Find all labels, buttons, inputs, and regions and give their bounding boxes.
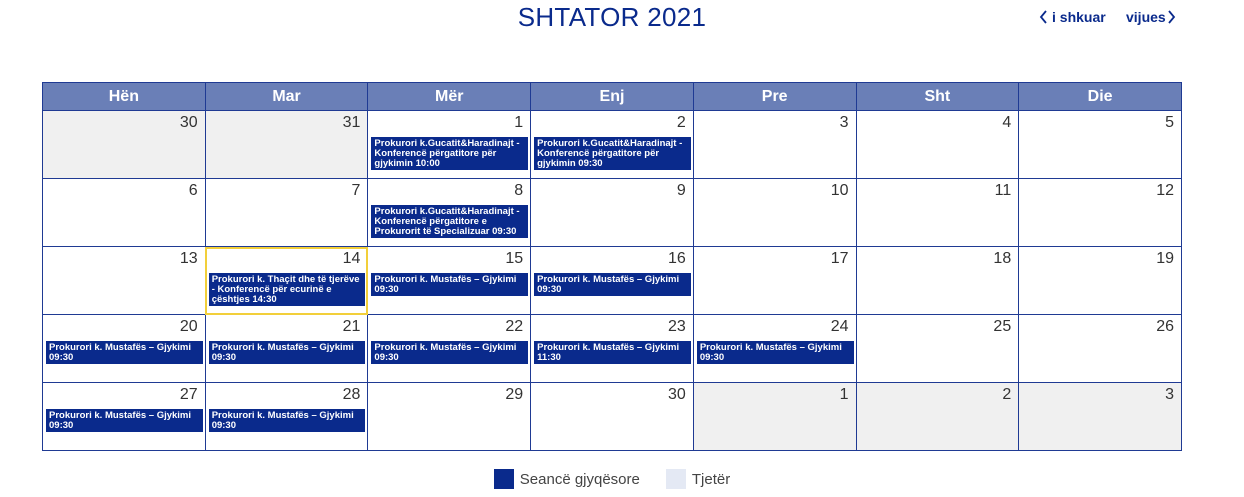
day-number: 1 (839, 386, 849, 403)
calendar-grid (42, 82, 1182, 451)
day-number: 18 (993, 250, 1012, 267)
calendar-day-cell[interactable] (531, 315, 694, 383)
day-number: 26 (1156, 318, 1174, 335)
day-number: 30 (668, 386, 686, 403)
calendar-week-row (43, 315, 1182, 383)
weekday-header: Pre (693, 83, 856, 111)
calendar-day-cell[interactable] (43, 247, 206, 315)
calendar-day-cell[interactable] (693, 179, 856, 247)
calendar-event[interactable]: Prokurori k. Mustafës – Gjykimi 09:30 (371, 273, 528, 296)
day-number: 27 (179, 386, 198, 403)
calendar-day-cell[interactable] (205, 315, 368, 383)
calendar-day-cell[interactable] (368, 179, 531, 247)
day-number: 12 (1156, 182, 1174, 199)
day-number: 25 (993, 318, 1012, 335)
calendar-day-cell[interactable] (1019, 111, 1182, 179)
calendar-day-cell[interactable] (693, 383, 856, 451)
calendar-day-cell[interactable] (1019, 383, 1182, 451)
day-number: 5 (1165, 114, 1174, 131)
day-number: 1 (514, 114, 524, 131)
calendar-event[interactable]: Prokurori k. Mustafës – Gjykimi 09:30 (209, 341, 366, 364)
calendar-week-row (43, 247, 1182, 315)
day-number: 11 (994, 182, 1012, 199)
calendar-event[interactable]: Prokurori k. Mustafës – Gjykimi 11:30 (534, 341, 691, 364)
weekday-header: Die (1019, 83, 1182, 111)
calendar-day-cell[interactable] (43, 315, 206, 383)
weekday-header: Hën (43, 83, 206, 111)
next-month-label: vijues (1126, 9, 1166, 25)
legend (0, 469, 1224, 489)
legend-label: Seancë gjyqësore (519, 470, 640, 488)
calendar-day-cell[interactable] (368, 315, 531, 383)
calendar-day-cell[interactable] (693, 315, 856, 383)
calendar-event[interactable]: Prokurori k. Mustafës – Gjykimi 09:30 (371, 341, 528, 364)
chevron-left-icon (1038, 9, 1052, 25)
day-number: 3 (839, 114, 849, 131)
calendar-day-cell[interactable] (368, 247, 531, 315)
calendar-day-cell[interactable] (856, 179, 1019, 247)
day-number: 22 (505, 318, 524, 335)
calendar-day-cell[interactable] (43, 179, 206, 247)
calendar-day-cell[interactable] (856, 247, 1019, 315)
calendar-day-cell[interactable] (531, 111, 694, 179)
legend-swatch (666, 469, 686, 489)
day-number: 23 (668, 318, 686, 335)
calendar-week-row (43, 111, 1182, 179)
day-number: 13 (179, 250, 198, 267)
calendar-event[interactable]: Prokurori k. Mustafës – Gjykimi 09:30 (534, 273, 691, 296)
day-number: 4 (1002, 114, 1012, 131)
calendar-day-cell[interactable] (205, 111, 368, 179)
day-number: 7 (351, 182, 361, 199)
calendar-day-cell[interactable] (856, 383, 1019, 451)
legend-label: Tjetër (691, 470, 731, 488)
chevron-right-icon (1166, 9, 1180, 25)
day-number: 28 (342, 386, 361, 403)
weekday-header: Sht (856, 83, 1019, 111)
page-title: SHTATOR 2021 (517, 2, 707, 32)
calendar-day-cell[interactable] (1019, 179, 1182, 247)
calendar-day-cell[interactable] (693, 247, 856, 315)
calendar-event[interactable]: Prokurori k. Mustafës – Gjykimi 09:30 (46, 341, 203, 364)
weekday-header-row (43, 83, 1182, 111)
day-number: 17 (830, 250, 849, 267)
day-number: 30 (179, 114, 198, 131)
calendar-day-cell[interactable] (856, 315, 1019, 383)
day-number: 2 (1002, 386, 1012, 403)
day-number: 9 (676, 182, 686, 199)
calendar-day-cell[interactable] (1019, 315, 1182, 383)
calendar-day-cell[interactable] (856, 111, 1019, 179)
calendar-day-cell[interactable] (43, 383, 206, 451)
weekday-header: Mar (205, 83, 368, 111)
prev-month-link[interactable] (1038, 9, 1106, 25)
calendar-day-cell[interactable] (693, 111, 856, 179)
weekday-header: Mër (368, 83, 531, 111)
calendar-day-cell[interactable] (205, 179, 368, 247)
day-number: 15 (505, 250, 524, 267)
calendar-event[interactable]: Prokurori k. Thaçit dhe të tjerëve - Konferencë për ecurinë e çështjes 14:30 (209, 273, 366, 306)
calendar-day-cell[interactable] (205, 247, 368, 315)
day-number: 29 (505, 386, 524, 403)
legend-swatch (494, 469, 514, 489)
calendar-day-cell[interactable] (531, 383, 694, 451)
calendar-event[interactable]: Prokurori k. Mustafës – Gjykimi 09:30 (46, 409, 203, 432)
calendar-event[interactable]: Prokurori k.Gucatit&Haradinajt - Konferencë përgatitore për gjykimin 10:00 (371, 137, 528, 170)
calendar-event[interactable]: Prokurori k. Mustafës – Gjykimi 09:30 (697, 341, 854, 364)
calendar-week-row (43, 383, 1182, 451)
day-number: 2 (676, 114, 686, 131)
calendar-day-cell[interactable] (1019, 247, 1182, 315)
calendar-week-row (43, 179, 1182, 247)
calendar-event[interactable]: Prokurori k.Gucatit&Haradinajt - Konferencë përgatitore për gjykimin 09:30 (534, 137, 691, 170)
day-number: 10 (830, 182, 849, 199)
day-number: 16 (668, 250, 686, 267)
weekday-header: Enj (531, 83, 694, 111)
day-number: 31 (342, 114, 361, 131)
legend-item (494, 469, 640, 489)
calendar-event[interactable]: Prokurori k.Gucatit&Haradinajt - Konferencë përgatitore e Prokurorit të Specializuar 09:30 (371, 205, 528, 238)
prev-month-label: i shkuar (1052, 9, 1106, 25)
day-number: 20 (179, 318, 198, 335)
day-number: 19 (1156, 250, 1174, 267)
calendar-day-cell[interactable] (43, 111, 206, 179)
day-number: 21 (342, 318, 361, 335)
legend-item (666, 469, 730, 489)
calendar-day-cell[interactable] (368, 111, 531, 179)
calendar-day-cell[interactable] (205, 383, 368, 451)
calendar-day-cell[interactable] (531, 247, 694, 315)
next-month-link[interactable] (1126, 9, 1180, 25)
calendar-event[interactable]: Prokurori k. Mustafës – Gjykimi 09:30 (209, 409, 366, 432)
day-number: 3 (1165, 386, 1174, 403)
calendar-body (43, 111, 1182, 451)
day-number: 8 (514, 182, 524, 199)
day-number: 6 (188, 182, 198, 199)
day-number: 24 (830, 318, 849, 335)
calendar-day-cell[interactable] (531, 179, 694, 247)
day-number: 14 (342, 250, 361, 267)
calendar-day-cell[interactable] (368, 383, 531, 451)
